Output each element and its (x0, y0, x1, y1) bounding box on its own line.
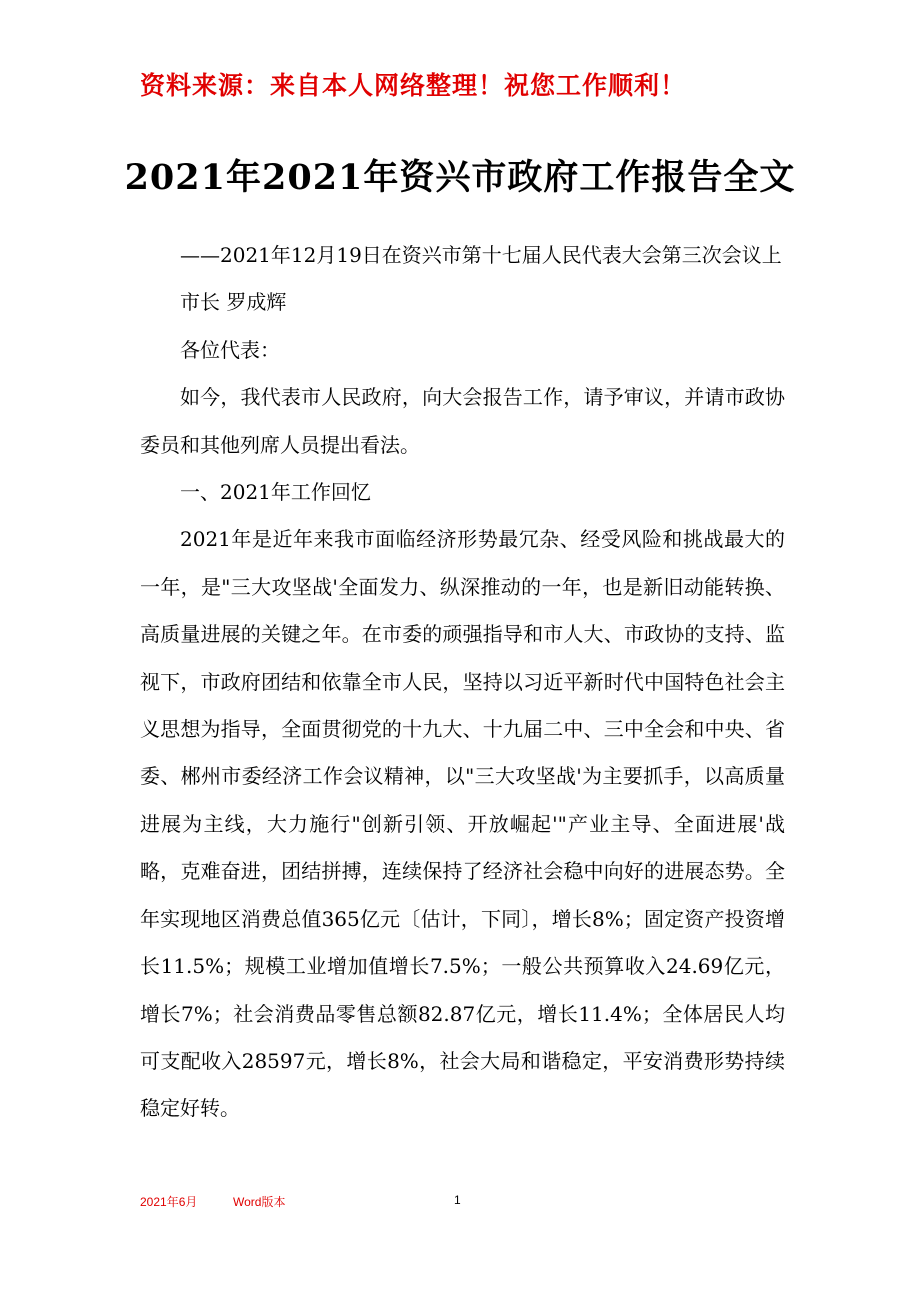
intro-paragraph: 如今，我代表市人民政府，向大会报告工作，请予审议，并请市政协委员和其他列席人员提出看法。 (140, 385, 785, 457)
document-body (140, 232, 785, 1133)
subtitle-meeting: ——2021年12月19日在资兴市第十七届人民代表大会第三次会议上 (180, 243, 782, 267)
document-title: 2021年2021年资兴市政府工作报告全文 (124, 157, 796, 198)
footer-date: 2021年6月 (140, 1195, 198, 1209)
speaker-line: 市长 罗成辉 (180, 290, 287, 315)
section-heading: 一、2021年工作回忆 (180, 480, 371, 505)
source-note: 资料来源：来自本人网络整理！祝您工作顺利！ (140, 71, 687, 100)
salutation: 各位代表： (180, 337, 280, 362)
review-paragraph: 2021年是近年来我市面临经济形势最冗杂、经受风险和挑战最大的一年，是"三大攻坚战'全面发力、纵深推动的一年，也是新旧动能转换、高质量进展的关键之年。在市委的顽强指导和市人大、市政协的支持、监视下，市政府团结和依靠全市人民，坚持以习近平新时代中国特色社会主义思想为指导，全面贯彻党的十九大、十九届二中、三中全会和中央、省委、郴州市委经济工作会议精神，以"三大攻坚战'为主要抓手，以高质量进展为主线，大力施行"创新引领、开放崛起'"产业主导、全面进展'战略，克难奋进，团结拼搏，连续保持了经济社会稳中向好的进展态势。全年实现地区消费总值365亿元〔估计，下同〕，增长8%；固定资产投资增长11.5%；规模工业增加值增长7.5%；一般公共预算收入24.69亿元，增长7%；社会消费品零售总额82.87亿元，增长11.4%；全体居民人均可支配收入28597元，增长8%，社会大局和谐稳定，平安消费形势持续稳定好转。 (140, 527, 785, 1121)
page-number: 1 (454, 1193, 461, 1207)
footer-version: Word版本 (233, 1195, 286, 1209)
page-footer (140, 1193, 540, 1213)
